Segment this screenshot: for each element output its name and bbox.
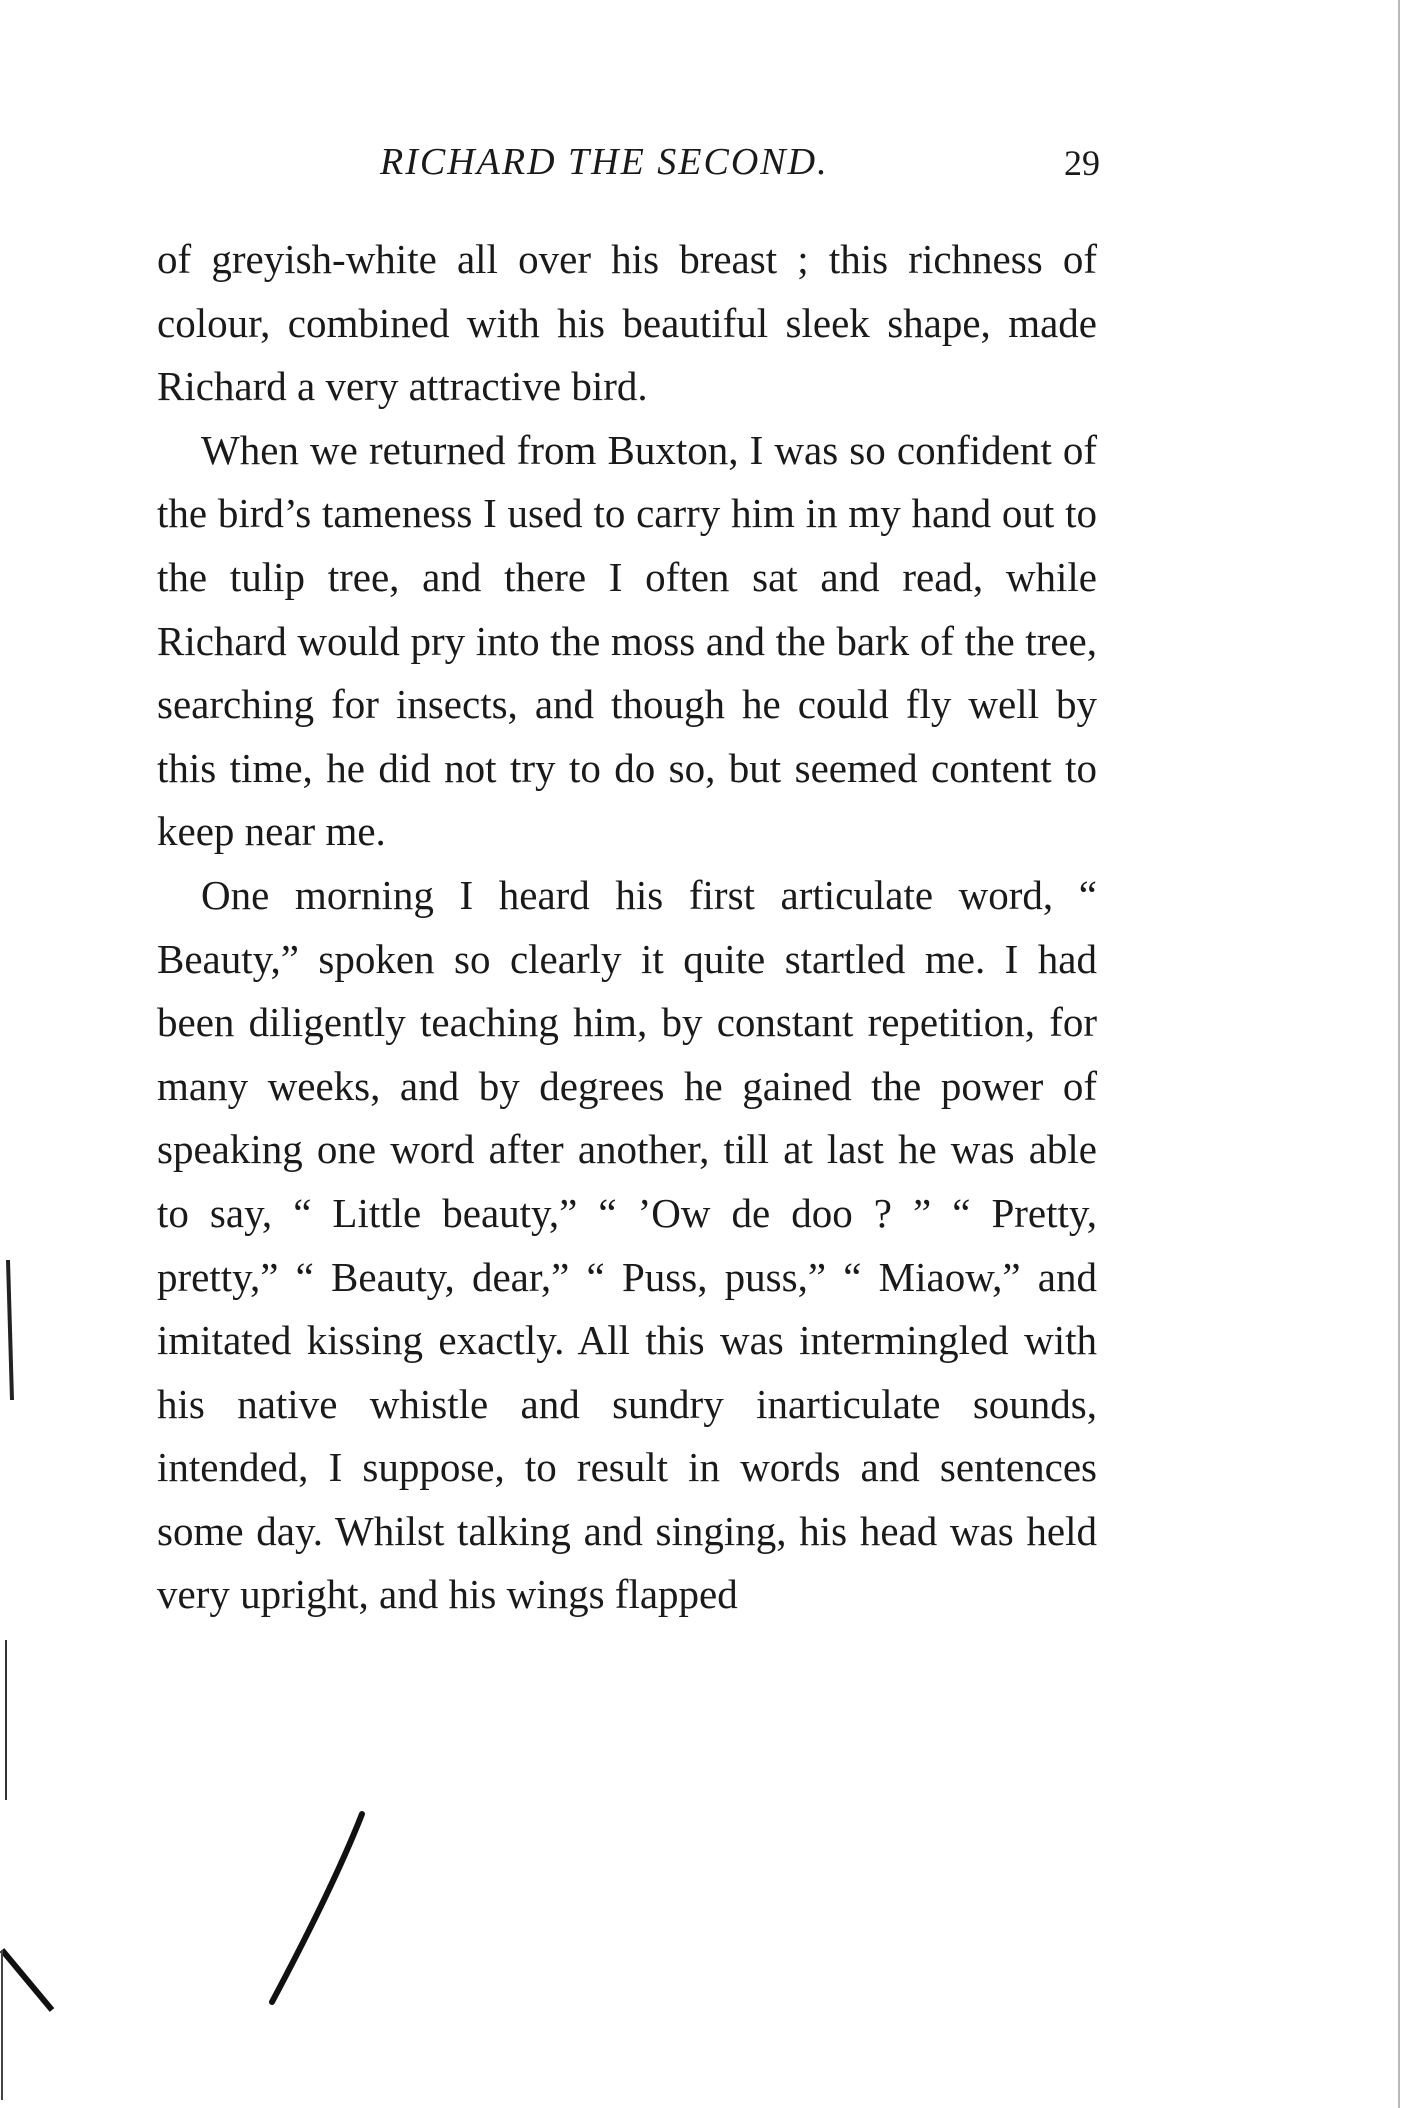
body-text — [157, 228, 1097, 1627]
running-title: RICHARD THE SECOND. — [380, 141, 829, 183]
paragraph: One morning I heard his first articulate word, “ Beauty,” spoken so clearly it quite startled me. I had been diligently teaching him, by constant repetition, for many weeks, and by degrees he gained the power of speaking one word after another, till at last he was able to say, “ Little beauty,” “ ’Ow de doo ? ” “ Pretty, pretty,” “ Beauty, dear,” “ Puss, puss,” “ Miaow,” and imitated kissing exactly. All this was intermingled with his native whistle and sundry inarticulate sounds, intended, I suppose, to result in words and sentences some day. Whilst talking and singing, his head was held very upright, and his wings flapped — [157, 871, 1097, 1618]
pencil-slash-mark — [250, 1810, 370, 2010]
page-edge-line — [1398, 0, 1400, 2108]
binding-edge-marks — [0, 0, 70, 2108]
paragraph-continued: of greyish-white all over his breast ; this richness of colour, combined with his beautiful sleek shape, made Richard a very attractive bird. — [157, 236, 1097, 410]
running-header — [150, 140, 1100, 190]
page-number: 29 — [1064, 143, 1100, 183]
paragraph: When we returned from Buxton, I was so confident of the bird’s tameness I used to carry him in my hand out to the tulip tree, and there I often sat and read, while Richard would pry into the moss and the bark of the tree, searching for insects, and though he could fly well by this time, he did not try to do so, but seemed content to keep near me. — [157, 426, 1097, 855]
